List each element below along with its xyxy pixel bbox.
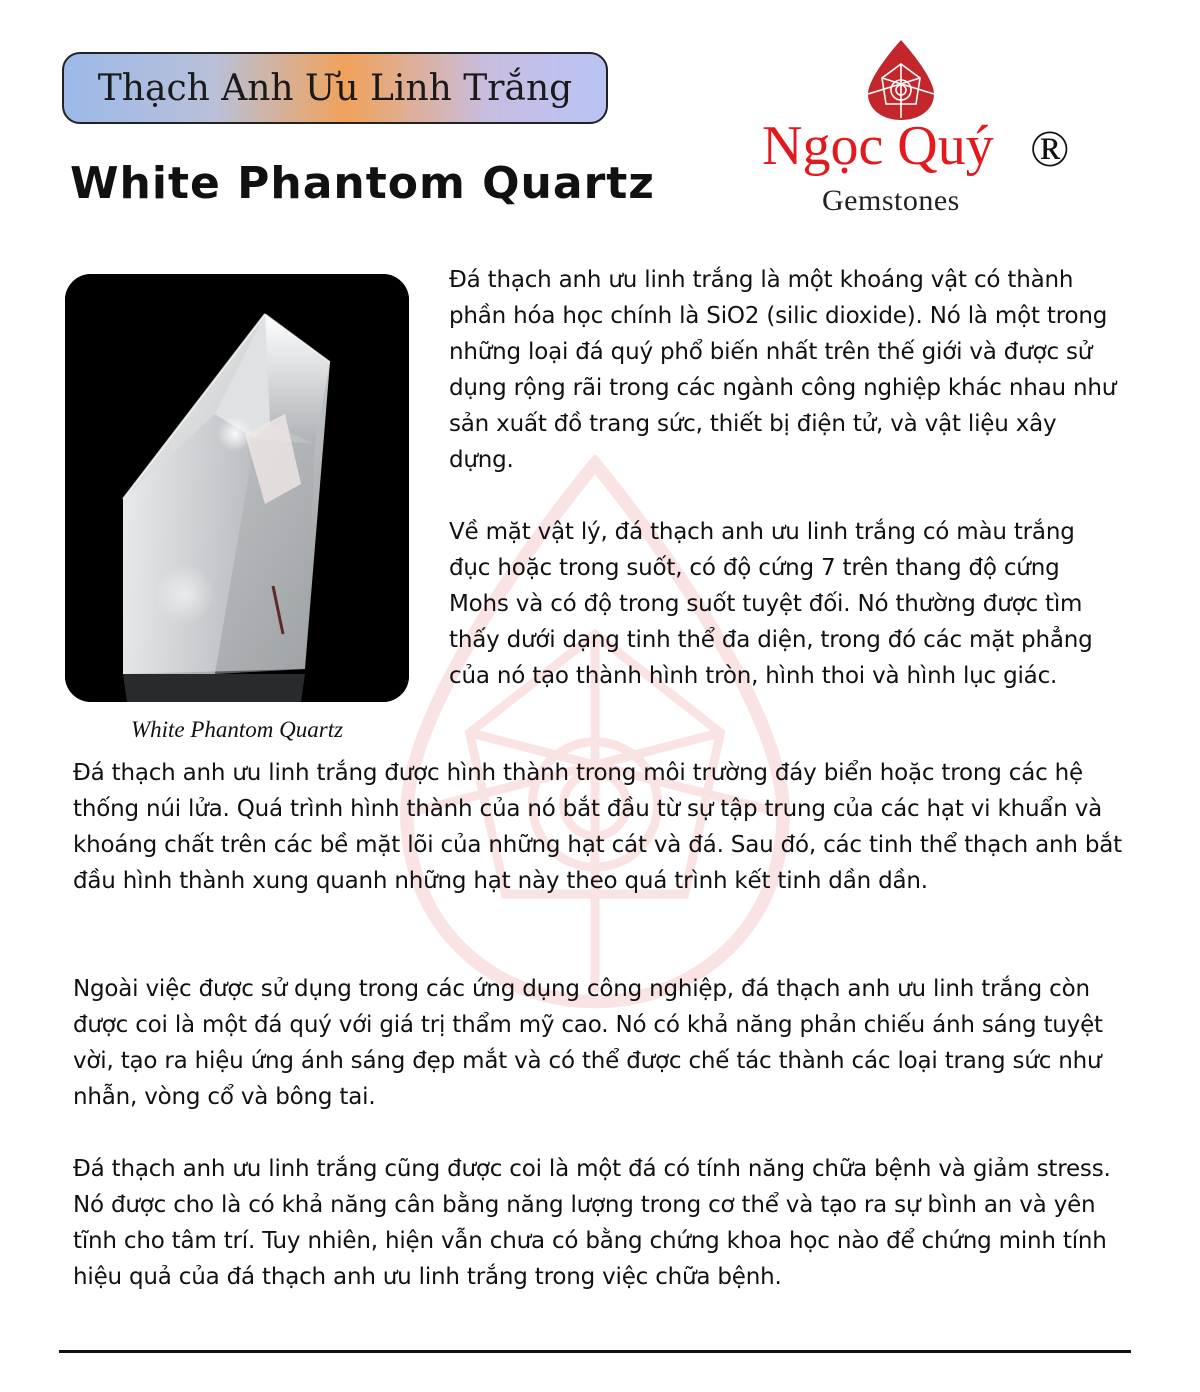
paragraph-formation: Đá thạch anh ưu linh trắng được hình thành trong môi trường đáy biển hoặc trong các hệ thống núi lửa. Quá trình hình thành của nó bắt đầu từ sự tập trung của các hạt vi khuẩn và khoáng chất trên các bề mặt lõi của những hạt cát và đá. Sau đó, các tinh thể thạch anh bắt đầu hình thành xung quanh những hạt này theo quá trình kết tinh dần dần. [73,760,1122,894]
quartz-crystal-image [65,274,409,702]
paragraph-healing: Đá thạch anh ưu linh trắng cũng được coi là một đá có tính năng chữa bệnh và giảm stress. Nó được cho là có khả năng cân bằng năng lượng trong cơ thể và tạo ra sự bình an và yên tĩnh cho tâm trí. Tuy nhiên, hiện vẫn chưa có bằng chứng khoa học nào để chứng minh tính hiệu quả của đá thạch anh ưu linh trắng trong việc chữa bệnh. [73,1156,1111,1290]
registered-mark: ® [1030,121,1070,178]
brand-name: Ngọc Quý [762,115,994,177]
brand-tagline: Gemstones [822,184,960,217]
gem-drop-logo-icon [862,38,940,122]
page-title: White Phantom Quartz [70,158,655,209]
photo-caption: White Phantom Quartz [130,717,344,742]
bottom-divider [59,1350,1131,1353]
paragraph-composition: Đá thạch anh ưu linh trắng là một khoáng vật có thành phần hóa học chính là SiO2 (silic dioxide). Nó là một trong những loại đá quý phổ biến nhất trên thế giới và được sử dụng rộng rãi trong các ngành công nghiệp khác nhau như sản xuất đồ trang sức, thiết bị điện tử, và vật liệu xây dựng. [449,267,1117,473]
vietnamese-name-banner [62,52,608,124]
vietnamese-name: Thạch Anh Ưu Linh Trắng [97,67,573,109]
quartz-photo [65,274,409,702]
paragraph-uses: Ngoài việc được sử dụng trong các ứng dụng công nghiệp, đá thạch anh ưu linh trắng còn được coi là một đá quý với giá trị thẩm mỹ cao. Nó có khả năng phản chiếu ánh sáng tuyệt vời, tạo ra hiệu ứng ánh sáng đẹp mắt và có thể được chế tác thành các loại trang sức như nhẫn, vòng cổ và bông tai. [73,976,1103,1110]
paragraph-physical-properties: Về mặt vật lý, đá thạch anh ưu linh trắng có màu trắng đục hoặc trong suốt, có độ cứng 7 trên thang độ cứng Mohs và có độ trong suốt tuyệt đối. Nó thường được tìm thấy dưới dạng tinh thể đa diện, trong đó các mặt phẳng của nó tạo thành hình tròn, hình thoi và hình lục giác. [449,519,1093,689]
